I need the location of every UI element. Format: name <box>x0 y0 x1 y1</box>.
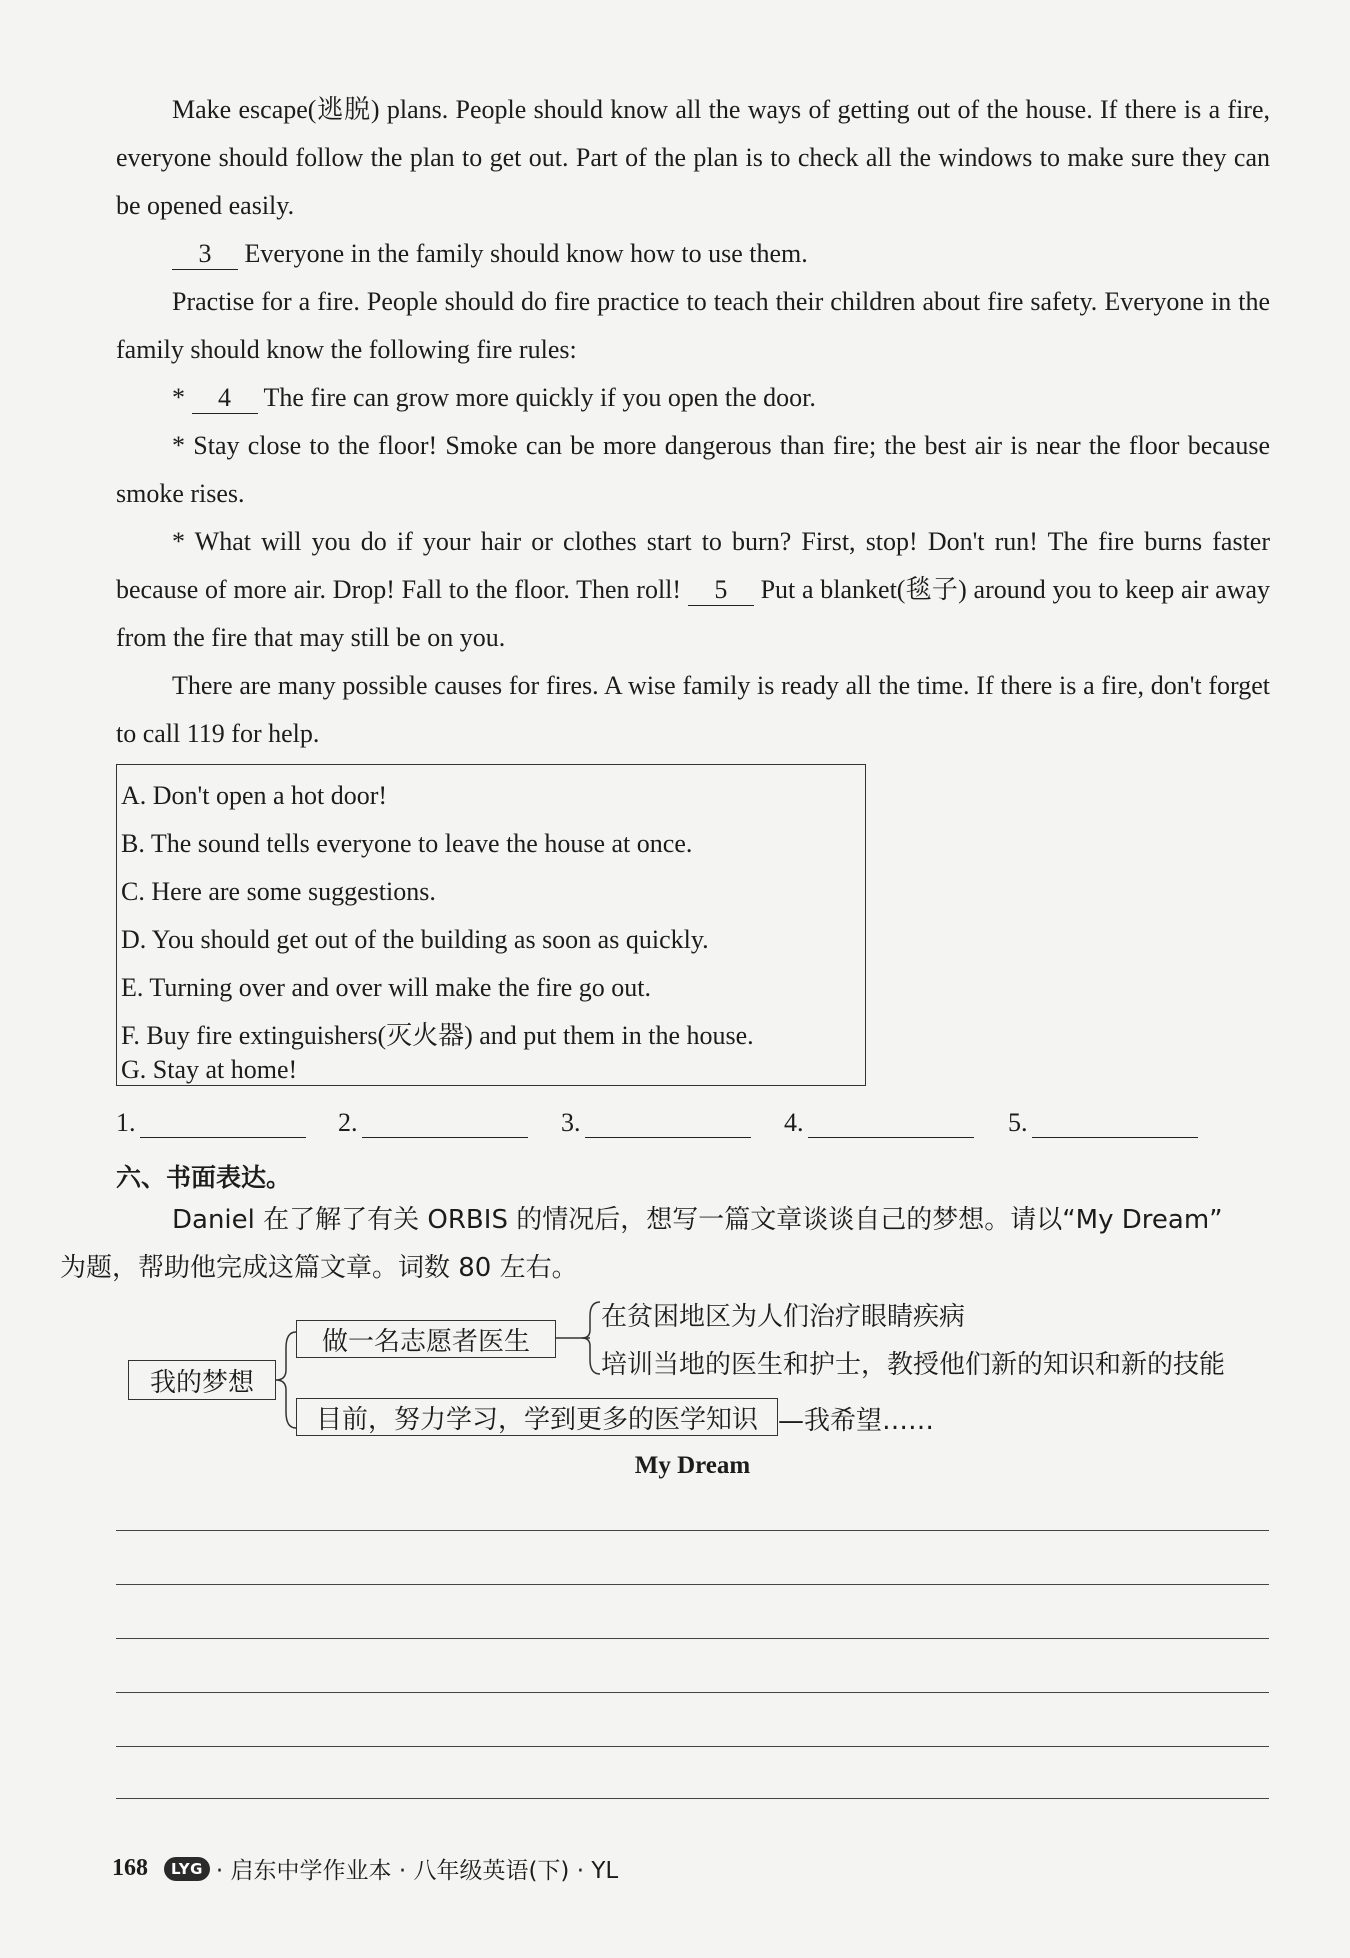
paragraph-rule-1: * 4 The fire can grow more quickly if you open the door. <box>172 383 816 412</box>
answer-3[interactable]: 3. <box>561 1108 751 1138</box>
paragraph-escape-plans: Make escape(逃脱) plans. People should know all the ways of getting out of the house. If there is a fire, everyone should follow the plan to get out. Part of the plan is to check all the windows to make sure they can be opened easily. <box>116 95 1270 220</box>
answer-5[interactable]: 5. <box>1008 1108 1198 1138</box>
page-number: 168 <box>112 1855 148 1881</box>
option-a: A. Don't open a hot door! <box>121 781 388 810</box>
mindmap-branch-study-tail: —我希望…… <box>778 1406 935 1436</box>
answer-2[interactable]: 2. <box>338 1108 528 1138</box>
blank-3[interactable]: 3 <box>172 239 238 270</box>
writing-line[interactable] <box>116 1692 1269 1693</box>
mindmap-root: 我的梦想 <box>128 1360 276 1400</box>
answer-1[interactable]: 1. <box>116 1108 306 1138</box>
writing-line[interactable] <box>116 1798 1269 1799</box>
option-c: C. Here are some suggestions. <box>121 877 436 906</box>
blank-4[interactable]: 4 <box>192 383 258 414</box>
paragraph-conclusion: There are many possible causes for fires. A wise family is ready all the time. If there is a fire, don't forget to call 119 for help. <box>116 671 1270 748</box>
section-heading: 六、书面表达。 <box>116 1163 292 1192</box>
option-f: F. Buy fire extinguishers(灭火器) and put them in the house. <box>121 1021 754 1050</box>
mindmap-branch-study: 目前，努力学习，学到更多的医学知识 <box>296 1398 778 1436</box>
option-g: G. Stay at home! <box>121 1055 298 1084</box>
writing-line[interactable] <box>116 1638 1269 1639</box>
blank-5[interactable]: 5 <box>688 575 754 606</box>
option-d: D. You should get out of the building as soon as quickly. <box>121 925 709 954</box>
answer-4[interactable]: 4. <box>784 1108 974 1138</box>
option-e: E. Turning over and over will make the fire go out. <box>121 973 652 1002</box>
writing-prompt: Daniel 在了解了有关 ORBIS 的情况后，想写一篇文章谈谈自己的梦想。请以“My Dream” 为题，帮助他完成这篇文章。词数 80 左右。 <box>60 1205 1223 1283</box>
page-footer <box>112 1852 618 1885</box>
mindmap-branch-doctor: 做一名志愿者医生 <box>296 1320 556 1358</box>
writing-line[interactable] <box>116 1584 1269 1585</box>
paragraph-rule-3: * What will you do if your hair or clothes start to burn? First, stop! Don't run! The fire burns faster because of more air. Drop! Fall to the floor. Then roll! 5 Put a blanket(毯子) around you to keep air away from the fire that may still be on you. <box>116 527 1271 652</box>
paragraph-rule-2: * Stay close to the floor! Smoke can be more dangerous than fire; the best air is near the floor because smoke rises. <box>116 431 1270 508</box>
writing-line[interactable] <box>116 1746 1269 1747</box>
option-b: B. The sound tells everyone to leave the house at once. <box>121 829 693 858</box>
publisher-logo: LYG <box>164 1857 210 1881</box>
mindmap-sub-train-doctors: 培训当地的医生和护士，教授他们新的知识和新的技能 <box>601 1350 1226 1380</box>
writing-line[interactable] <box>116 1530 1269 1531</box>
essay-title: My Dream <box>634 1452 751 1479</box>
mindmap-sub-eye-disease: 在贫困地区为人们治疗眼睛疾病 <box>601 1302 966 1332</box>
book-title: · 启东中学作业本 · 八年级英语(下) · YL <box>215 1858 619 1884</box>
paragraph-blank-3: 3 Everyone in the family should know how to use them. <box>116 230 1270 278</box>
paragraph-practise: Practise for a fire. People should do fire practice to teach their children about fire safety. Everyone in the family should know the following fire rules: <box>116 287 1270 364</box>
